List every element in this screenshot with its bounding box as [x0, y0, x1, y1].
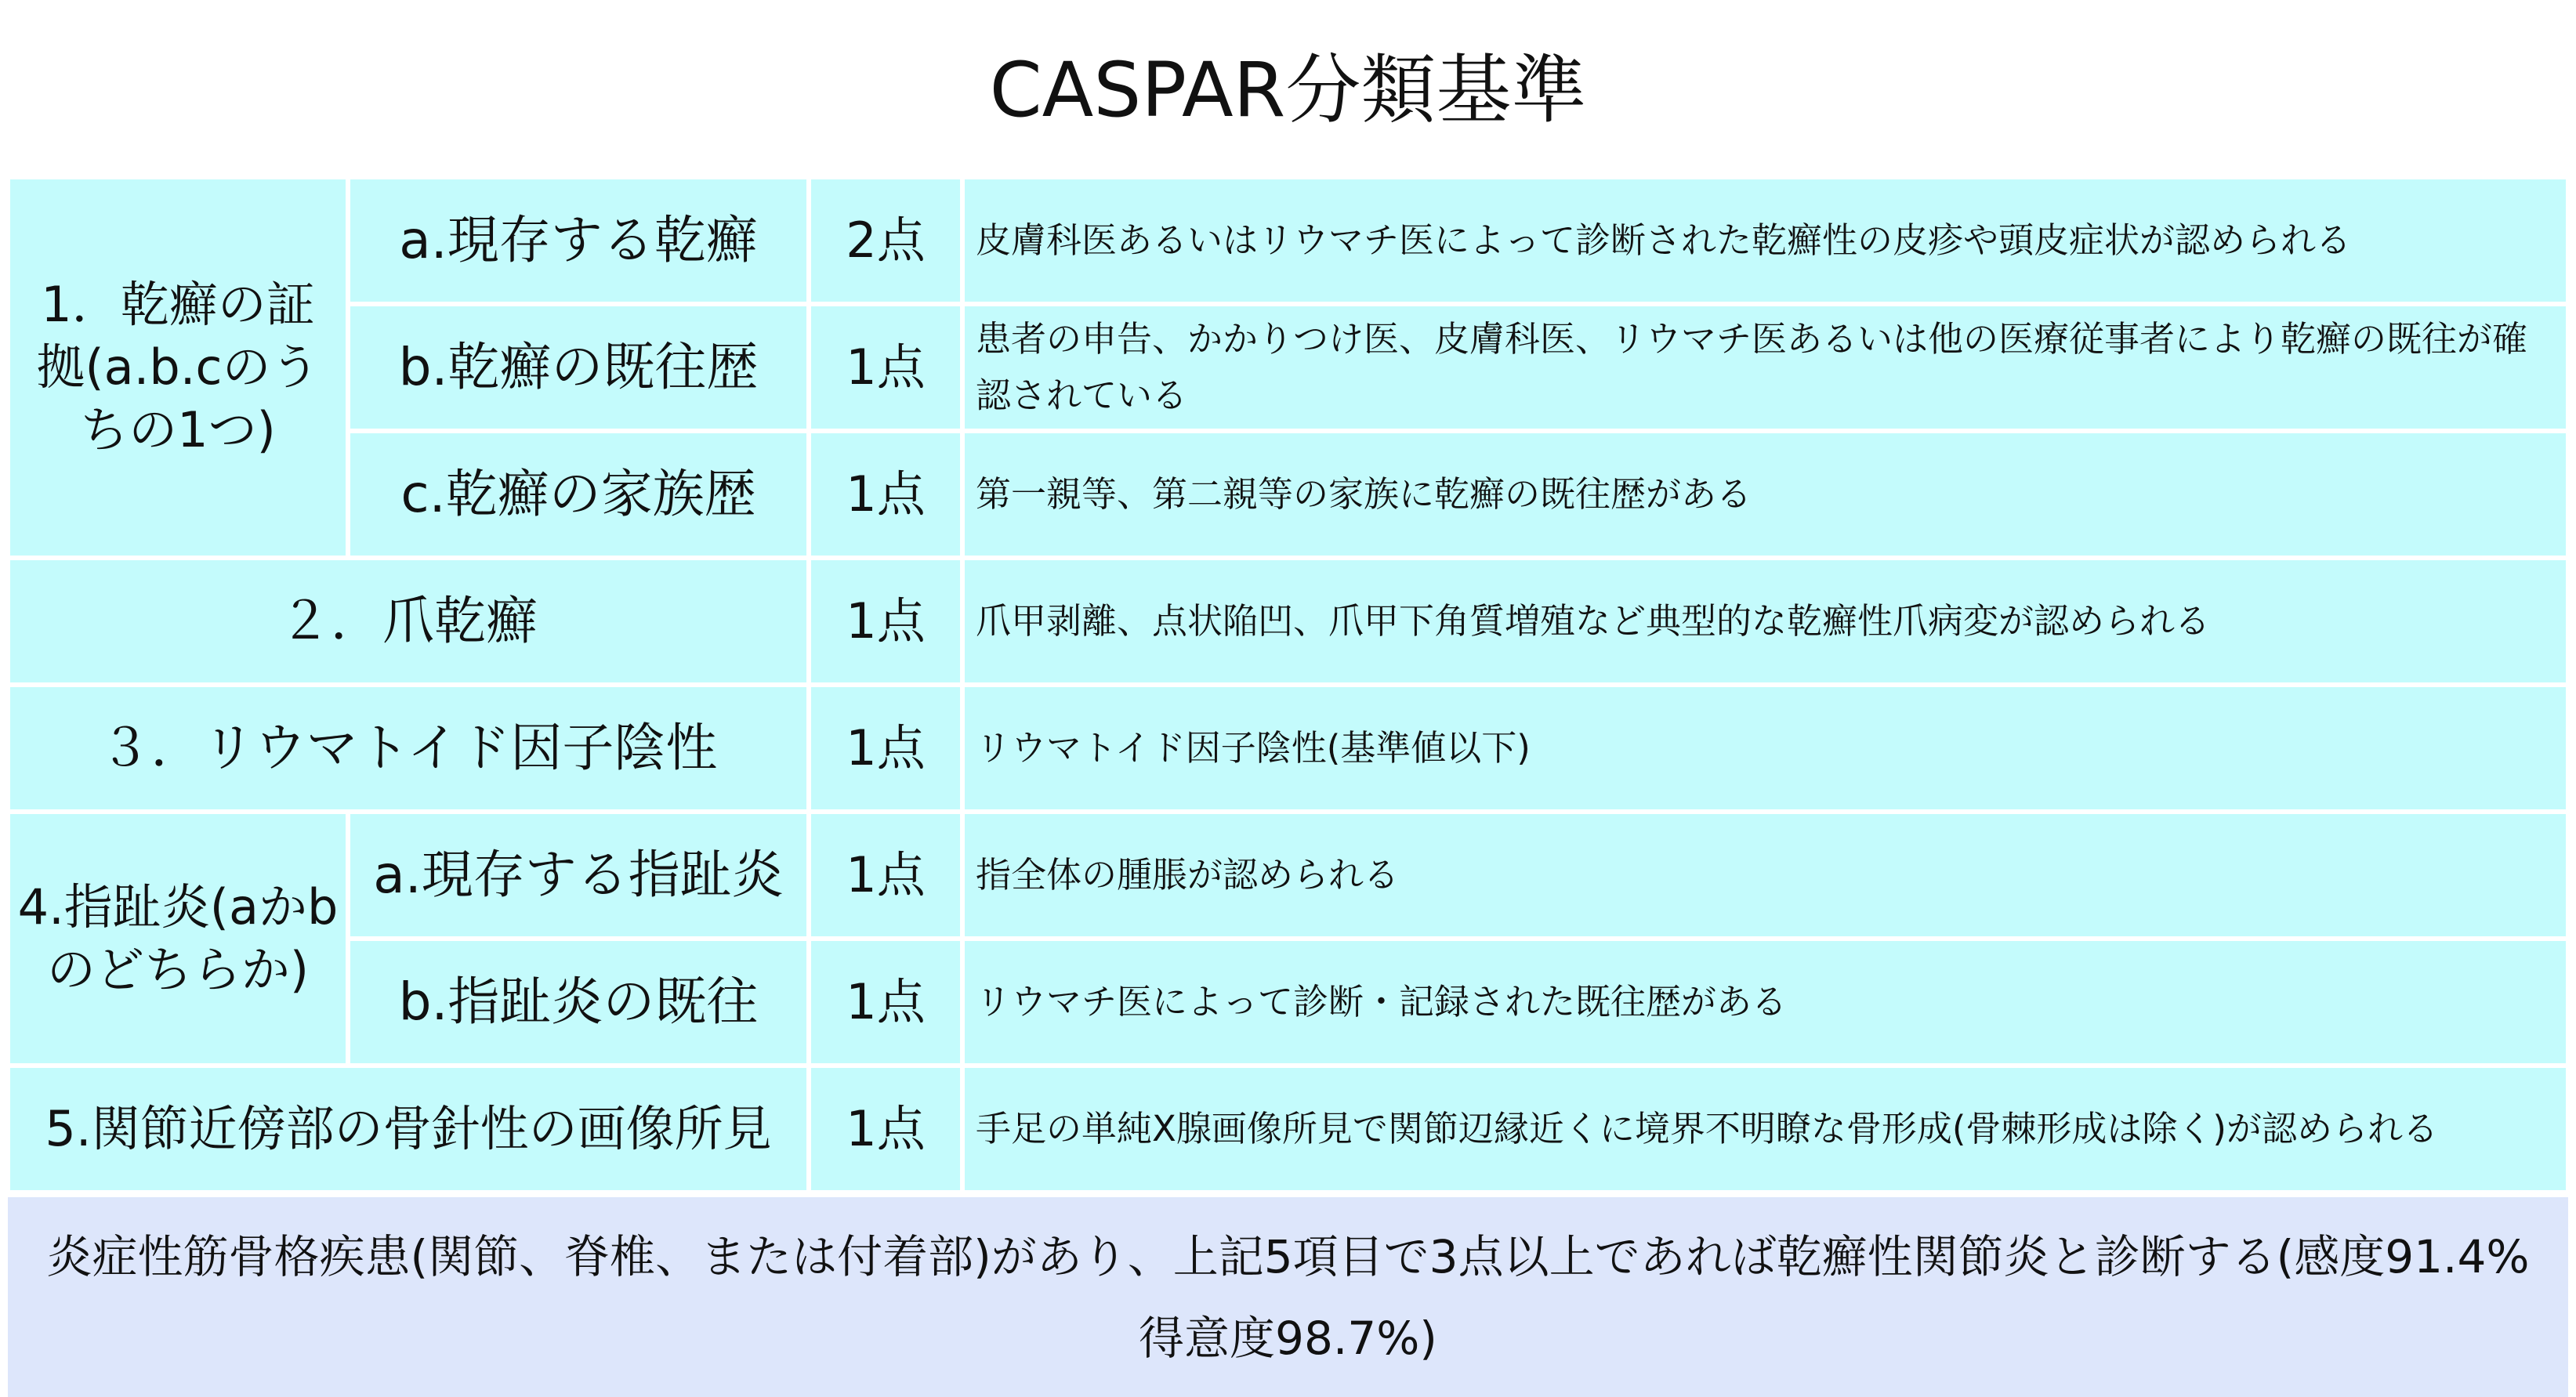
criterion-3-points: 1点 — [809, 685, 962, 812]
criterion-1a-points: 2点 — [809, 177, 962, 304]
criterion-1-group-label: 1．乾癬の証拠(a.b.cのうちの1つ) — [8, 177, 348, 558]
criterion-4a-label: a.現存する指趾炎 — [348, 812, 809, 939]
criterion-4a-points: 1点 — [809, 812, 962, 939]
criterion-1b-description: 患者の申告、かかりつけ医、皮膚科医、リウマチ医あるいは他の医療従事者により乾癬の既往が確認されている — [962, 304, 2568, 431]
criterion-3-description: リウマトイド因子陰性(基準値以下) — [962, 685, 2568, 812]
criterion-1a-label: a.現存する乾癬 — [348, 177, 809, 304]
criterion-5-points: 1点 — [809, 1066, 962, 1193]
criterion-2-description: 爪甲剥離、点状陥凹、爪甲下角質増殖など典型的な乾癬性爪病変が認められる — [962, 558, 2568, 685]
criterion-3-label: ３．リウマトイド因子陰性 — [8, 685, 809, 812]
criterion-1b-points: 1点 — [809, 304, 962, 431]
criterion-1b-label: b.乾癬の既往歴 — [348, 304, 809, 431]
criterion-2-points: 1点 — [809, 558, 962, 685]
page-title: CASPAR分類基準 — [989, 46, 1587, 134]
criterion-4b-description: リウマチ医によって診断・記録された既往歴がある — [962, 939, 2568, 1066]
criterion-2-label: ２．爪乾癬 — [8, 558, 809, 685]
criterion-5-label: 5.関節近傍部の骨針性の画像所見 — [8, 1066, 809, 1193]
criterion-4b-points: 1点 — [809, 939, 962, 1066]
criterion-4-group-label: 4.指趾炎(aかbのどちらか) — [8, 812, 348, 1066]
criterion-1c-description: 第一親等、第二親等の家族に乾癬の既往歴がある — [962, 431, 2568, 558]
criterion-5-description: 手足の単純X腺画像所見で関節辺縁近くに境界不明瞭な骨形成(骨棘形成は除く)が認められる — [962, 1066, 2568, 1193]
criterion-1c-label: c.乾癬の家族歴 — [348, 431, 809, 558]
criterion-4b-label: b.指趾炎の既往 — [348, 939, 809, 1066]
criterion-4a-description: 指全体の腫脹が認められる — [962, 812, 2568, 939]
criterion-1a-description: 皮膚科医あるいはリウマチ医によって診断された乾癬性の皮疹や頭皮症状が認められる — [962, 177, 2568, 304]
diagnosis-summary: 炎症性筋骨格疾患(関節、脊椎、または付着部)があり、上記5項目で3点以上であれば乾癬性関節炎と診断する(感度91.4% 得意度98.7%) — [8, 1197, 2568, 1397]
criterion-1c-points: 1点 — [809, 431, 962, 558]
criteria-table — [8, 177, 2568, 1193]
